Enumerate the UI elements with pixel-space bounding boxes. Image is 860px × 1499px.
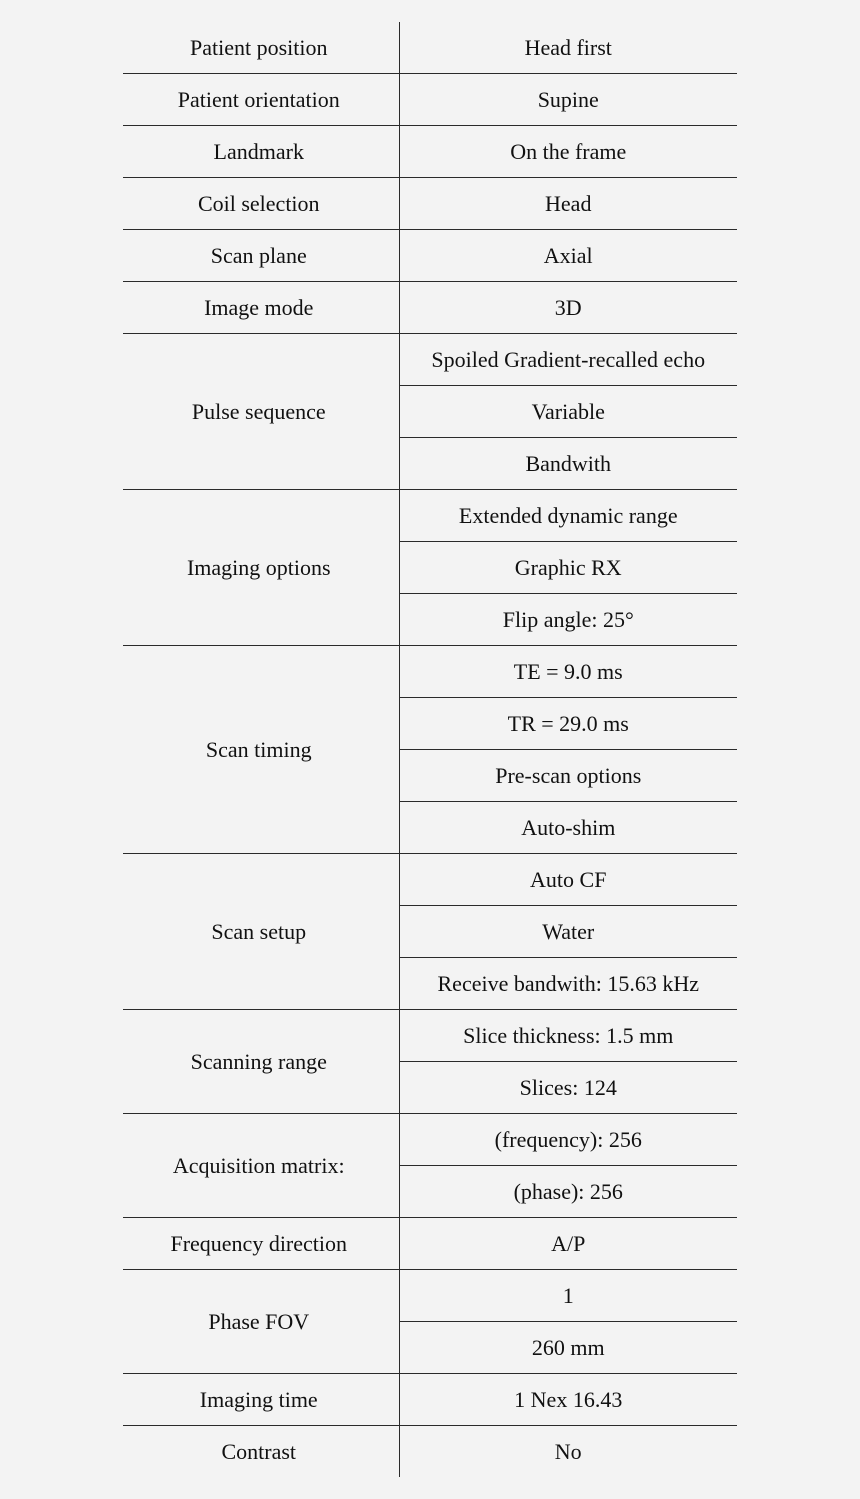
parameter-label: Patient orientation (123, 74, 399, 126)
parameter-value: TE = 9.0 ms (399, 646, 737, 698)
table-row (123, 282, 737, 334)
parameter-value: Slice thickness: 1.5 mm (399, 1010, 737, 1062)
parameters-table-body (123, 22, 737, 1477)
parameter-value: 1 Nex 16.43 (399, 1374, 737, 1426)
parameter-label: Patient position (123, 22, 399, 74)
mri-parameters-table (123, 22, 737, 1477)
parameter-value: Flip angle: 25° (399, 594, 737, 646)
parameter-value: Bandwith (399, 438, 737, 490)
parameter-value: TR = 29.0 ms (399, 698, 737, 750)
table-row (123, 74, 737, 126)
parameter-value: Receive bandwith: 15.63 kHz (399, 958, 737, 1010)
parameter-value: (phase): 256 (399, 1166, 737, 1218)
table-row (123, 1114, 737, 1166)
table-row (123, 334, 737, 386)
parameter-value: Auto CF (399, 854, 737, 906)
table-row (123, 1010, 737, 1062)
table-row (123, 1426, 737, 1478)
parameter-value: Head first (399, 22, 737, 74)
parameter-label: Imaging time (123, 1374, 399, 1426)
parameter-value: Graphic RX (399, 542, 737, 594)
parameter-label: Scan setup (123, 854, 399, 1010)
table-row (123, 1270, 737, 1322)
parameter-value: On the frame (399, 126, 737, 178)
parameter-value: 3D (399, 282, 737, 334)
parameter-value: (frequency): 256 (399, 1114, 737, 1166)
parameter-label: Pulse sequence (123, 334, 399, 490)
parameter-label: Scanning range (123, 1010, 399, 1114)
parameter-label: Scan plane (123, 230, 399, 282)
parameter-label: Frequency direction (123, 1218, 399, 1270)
parameter-label: Image mode (123, 282, 399, 334)
parameter-value: 260 mm (399, 1322, 737, 1374)
table-row (123, 1218, 737, 1270)
table-row (123, 1374, 737, 1426)
parameter-value: Auto-shim (399, 802, 737, 854)
table-row (123, 646, 737, 698)
parameter-value: Slices: 124 (399, 1062, 737, 1114)
parameter-value: Supine (399, 74, 737, 126)
parameter-value: No (554, 1438, 582, 1464)
table-row (123, 854, 737, 906)
parameter-value: Pre-scan options (399, 750, 737, 802)
table-row (123, 126, 737, 178)
parameter-value: Extended dynamic range (399, 490, 737, 542)
parameter-value: A/P (399, 1218, 737, 1270)
parameter-value: Axial (399, 230, 737, 282)
parameter-value: Head (399, 178, 737, 230)
table-row (123, 178, 737, 230)
table-row (123, 22, 737, 74)
table-row (123, 230, 737, 282)
parameter-label: Scan timing (123, 646, 399, 854)
parameter-label: Coil selection (123, 178, 399, 230)
parameter-value: Variable (399, 386, 737, 438)
parameter-value: Water (399, 906, 737, 958)
parameter-label: Phase FOV (123, 1270, 399, 1374)
parameter-label: Imaging options (123, 490, 399, 646)
parameter-value: Spoiled Gradient-recalled echo (399, 334, 737, 386)
parameter-value: 1 (399, 1270, 737, 1322)
parameter-label: Acquisition matrix: (123, 1114, 399, 1218)
parameter-label: Landmark (123, 126, 399, 178)
parameter-label: Contrast (123, 1426, 399, 1478)
table-row (123, 490, 737, 542)
